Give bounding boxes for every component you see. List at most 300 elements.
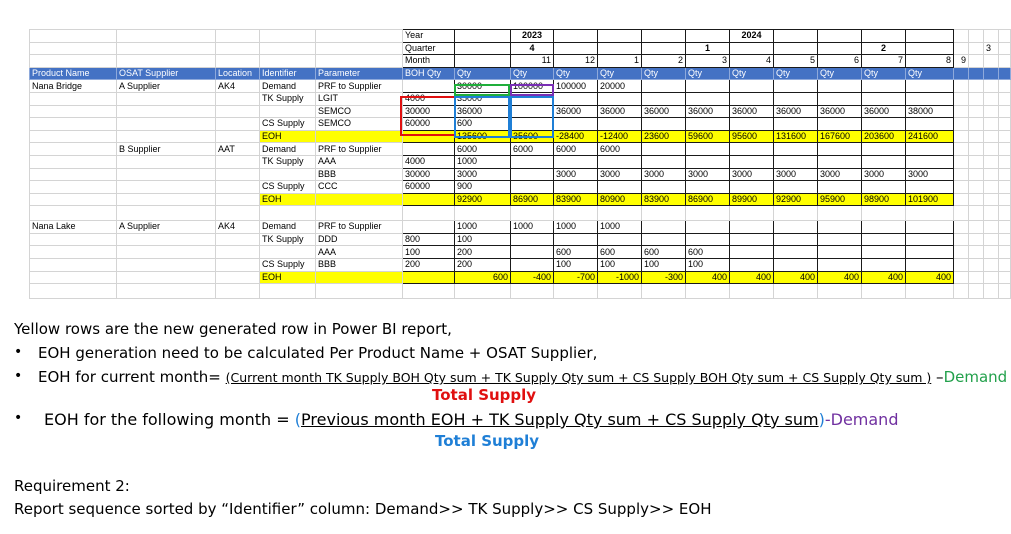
- table-cell[interactable]: [954, 118, 969, 131]
- table-cell[interactable]: 100: [598, 258, 642, 271]
- table-cell[interactable]: 3000: [730, 168, 774, 181]
- table-cell[interactable]: [984, 92, 999, 105]
- table-cell[interactable]: [30, 271, 117, 284]
- table-cell[interactable]: 95600: [730, 130, 774, 143]
- table-cell[interactable]: [511, 168, 554, 181]
- table-cell[interactable]: [511, 181, 554, 194]
- table-cell[interactable]: Qty: [642, 67, 686, 80]
- table-cell[interactable]: 3000: [598, 168, 642, 181]
- table-cell[interactable]: OSAT Supplier: [117, 67, 216, 80]
- table-cell[interactable]: [906, 258, 954, 271]
- table-cell[interactable]: 12: [554, 55, 598, 68]
- table-cell[interactable]: 3000: [818, 168, 862, 181]
- table-cell[interactable]: PRF to Supplier: [316, 221, 403, 234]
- table-cell[interactable]: [730, 92, 774, 105]
- table-cell[interactable]: 600: [598, 246, 642, 259]
- table-cell[interactable]: [316, 193, 403, 206]
- table-cell[interactable]: 95900: [818, 193, 862, 206]
- table-cell[interactable]: [774, 143, 818, 156]
- table-cell[interactable]: [818, 258, 862, 271]
- table-cell[interactable]: [969, 118, 984, 131]
- table-cell[interactable]: [216, 284, 260, 299]
- table-cell[interactable]: [403, 80, 455, 93]
- table-cell[interactable]: [730, 80, 774, 93]
- table-cell[interactable]: [403, 193, 455, 206]
- table-cell[interactable]: Month: [403, 55, 455, 68]
- table-cell[interactable]: [969, 92, 984, 105]
- table-cell[interactable]: [999, 105, 1011, 118]
- table-cell[interactable]: 36000: [686, 105, 730, 118]
- table-cell[interactable]: 35600: [511, 130, 554, 143]
- table-cell[interactable]: [906, 42, 954, 55]
- table-cell[interactable]: 600: [686, 246, 730, 259]
- table-cell[interactable]: [984, 30, 999, 43]
- table-cell[interactable]: 3: [984, 42, 999, 55]
- table-cell[interactable]: [686, 155, 730, 168]
- table-cell[interactable]: AK4: [216, 80, 260, 93]
- table-cell[interactable]: 3000: [554, 168, 598, 181]
- table-cell[interactable]: [862, 221, 906, 234]
- table-cell[interactable]: 600: [554, 246, 598, 259]
- table-cell[interactable]: [316, 130, 403, 143]
- table-cell[interactable]: [969, 284, 984, 299]
- table-cell[interactable]: 4: [730, 55, 774, 68]
- table-cell[interactable]: EOH: [260, 130, 316, 143]
- table-cell[interactable]: [30, 193, 117, 206]
- table-cell[interactable]: [818, 221, 862, 234]
- table-cell[interactable]: 100: [403, 246, 455, 259]
- table-cell[interactable]: [999, 30, 1011, 43]
- table-cell[interactable]: [598, 118, 642, 131]
- table-cell[interactable]: [686, 206, 730, 221]
- table-cell[interactable]: [818, 30, 862, 43]
- table-cell[interactable]: [984, 258, 999, 271]
- table-cell[interactable]: 400: [862, 271, 906, 284]
- table-cell[interactable]: [598, 30, 642, 43]
- table-cell[interactable]: [954, 105, 969, 118]
- table-cell[interactable]: [954, 168, 969, 181]
- table-cell[interactable]: [774, 206, 818, 221]
- table-cell[interactable]: 6000: [554, 143, 598, 156]
- table-cell[interactable]: [511, 118, 554, 131]
- table-cell[interactable]: [999, 155, 1011, 168]
- table-cell[interactable]: -12400: [598, 130, 642, 143]
- table-cell[interactable]: [774, 233, 818, 246]
- table-cell[interactable]: [554, 92, 598, 105]
- table-cell[interactable]: Quarter: [403, 42, 455, 55]
- table-cell[interactable]: [818, 143, 862, 156]
- table-cell[interactable]: [403, 143, 455, 156]
- table-cell[interactable]: [818, 284, 862, 299]
- table-cell[interactable]: [954, 221, 969, 234]
- table-cell[interactable]: [862, 284, 906, 299]
- table-cell[interactable]: [862, 258, 906, 271]
- table-cell[interactable]: 167600: [818, 130, 862, 143]
- table-cell[interactable]: A Supplier: [117, 221, 216, 234]
- table-cell[interactable]: 86900: [686, 193, 730, 206]
- table-cell[interactable]: [316, 206, 403, 221]
- table-cell[interactable]: [730, 206, 774, 221]
- table-cell[interactable]: [969, 105, 984, 118]
- table-cell[interactable]: [511, 246, 554, 259]
- table-cell[interactable]: [984, 168, 999, 181]
- table-cell[interactable]: 3000: [455, 168, 511, 181]
- table-cell[interactable]: [403, 284, 455, 299]
- table-cell[interactable]: [984, 118, 999, 131]
- table-cell[interactable]: 2: [642, 55, 686, 68]
- table-cell[interactable]: 1000: [554, 221, 598, 234]
- table-cell[interactable]: 23600: [642, 130, 686, 143]
- table-cell[interactable]: 200: [455, 246, 511, 259]
- table-cell[interactable]: 400: [730, 271, 774, 284]
- table-cell[interactable]: [969, 80, 984, 93]
- table-cell[interactable]: [216, 30, 260, 43]
- table-cell[interactable]: [30, 30, 117, 43]
- table-cell[interactable]: [984, 206, 999, 221]
- table-cell[interactable]: [906, 233, 954, 246]
- table-cell[interactable]: [999, 168, 1011, 181]
- table-cell[interactable]: 135600: [455, 130, 511, 143]
- table-cell[interactable]: [862, 155, 906, 168]
- table-cell[interactable]: Qty: [455, 67, 511, 80]
- table-cell[interactable]: [216, 42, 260, 55]
- table-cell[interactable]: [216, 271, 260, 284]
- table-cell[interactable]: [642, 42, 686, 55]
- table-cell[interactable]: [455, 206, 511, 221]
- table-cell[interactable]: [969, 130, 984, 143]
- table-cell[interactable]: [999, 221, 1011, 234]
- table-cell[interactable]: [642, 92, 686, 105]
- table-cell[interactable]: [117, 155, 216, 168]
- table-cell[interactable]: [554, 30, 598, 43]
- table-cell[interactable]: Product Name: [30, 67, 117, 80]
- table-cell[interactable]: [686, 284, 730, 299]
- table-cell[interactable]: Qty: [730, 67, 774, 80]
- table-cell[interactable]: 36000: [598, 105, 642, 118]
- table-cell[interactable]: [598, 284, 642, 299]
- table-cell[interactable]: SEMCO: [316, 105, 403, 118]
- table-cell[interactable]: [554, 181, 598, 194]
- table-cell[interactable]: [984, 105, 999, 118]
- table-cell[interactable]: [999, 42, 1011, 55]
- table-cell[interactable]: [906, 181, 954, 194]
- table-cell[interactable]: [774, 155, 818, 168]
- table-cell[interactable]: Qty: [906, 67, 954, 80]
- table-cell[interactable]: [954, 80, 969, 93]
- table-cell[interactable]: 2024: [730, 30, 774, 43]
- table-cell[interactable]: BBB: [316, 258, 403, 271]
- table-cell[interactable]: [730, 143, 774, 156]
- table-cell[interactable]: 2023: [511, 30, 554, 43]
- table-cell[interactable]: 7: [862, 55, 906, 68]
- table-cell[interactable]: 6000: [455, 143, 511, 156]
- table-cell[interactable]: [316, 55, 403, 68]
- table-cell[interactable]: [862, 92, 906, 105]
- table-cell[interactable]: 800: [403, 233, 455, 246]
- table-cell[interactable]: [216, 206, 260, 221]
- table-cell[interactable]: [954, 130, 969, 143]
- table-cell[interactable]: 200: [403, 258, 455, 271]
- table-cell[interactable]: [455, 42, 511, 55]
- table-cell[interactable]: [999, 284, 1011, 299]
- table-cell[interactable]: [117, 42, 216, 55]
- table-cell[interactable]: 2: [862, 42, 906, 55]
- table-cell[interactable]: 36000: [642, 105, 686, 118]
- table-cell[interactable]: [818, 155, 862, 168]
- table-cell[interactable]: [686, 221, 730, 234]
- table-cell[interactable]: [30, 155, 117, 168]
- table-cell[interactable]: [999, 258, 1011, 271]
- table-cell[interactable]: [554, 233, 598, 246]
- table-cell[interactable]: 8: [906, 55, 954, 68]
- table-cell[interactable]: [216, 258, 260, 271]
- table-cell[interactable]: 3000: [862, 168, 906, 181]
- table-cell[interactable]: [730, 258, 774, 271]
- table-cell[interactable]: Demand: [260, 221, 316, 234]
- table-cell[interactable]: [117, 55, 216, 68]
- table-cell[interactable]: [730, 181, 774, 194]
- table-cell[interactable]: [818, 80, 862, 93]
- table-cell[interactable]: AAT: [216, 143, 260, 156]
- table-cell[interactable]: 5: [774, 55, 818, 68]
- table-cell[interactable]: 92900: [455, 193, 511, 206]
- table-cell[interactable]: [511, 284, 554, 299]
- table-cell[interactable]: [999, 92, 1011, 105]
- table-cell[interactable]: [30, 143, 117, 156]
- table-cell[interactable]: [30, 55, 117, 68]
- table-cell[interactable]: Demand: [260, 143, 316, 156]
- table-cell[interactable]: [260, 30, 316, 43]
- table-cell[interactable]: [984, 271, 999, 284]
- table-cell[interactable]: [969, 193, 984, 206]
- table-cell[interactable]: Nana Bridge: [30, 80, 117, 93]
- table-cell[interactable]: [999, 55, 1011, 68]
- table-cell[interactable]: [598, 42, 642, 55]
- table-cell[interactable]: 20000: [598, 80, 642, 93]
- table-cell[interactable]: [999, 193, 1011, 206]
- table-cell[interactable]: 3: [686, 55, 730, 68]
- table-cell[interactable]: [954, 258, 969, 271]
- table-cell[interactable]: [260, 55, 316, 68]
- table-cell[interactable]: [954, 181, 969, 194]
- table-cell[interactable]: [686, 181, 730, 194]
- table-cell[interactable]: [862, 30, 906, 43]
- table-cell[interactable]: 36000: [554, 105, 598, 118]
- table-cell[interactable]: [511, 233, 554, 246]
- table-cell[interactable]: [906, 143, 954, 156]
- table-cell[interactable]: [403, 221, 455, 234]
- table-cell[interactable]: 4000: [403, 155, 455, 168]
- table-cell[interactable]: [642, 206, 686, 221]
- table-cell[interactable]: [216, 118, 260, 131]
- table-cell[interactable]: Location: [216, 67, 260, 80]
- table-cell[interactable]: [316, 30, 403, 43]
- table-cell[interactable]: [969, 233, 984, 246]
- table-cell[interactable]: [598, 155, 642, 168]
- table-cell[interactable]: 36000: [455, 105, 511, 118]
- table-cell[interactable]: [260, 246, 316, 259]
- table-cell[interactable]: [774, 118, 818, 131]
- table-cell[interactable]: [403, 130, 455, 143]
- table-cell[interactable]: [117, 271, 216, 284]
- table-cell[interactable]: [511, 155, 554, 168]
- table-cell[interactable]: 1000: [511, 221, 554, 234]
- table-cell[interactable]: [216, 246, 260, 259]
- table-cell[interactable]: [906, 155, 954, 168]
- table-cell[interactable]: [984, 80, 999, 93]
- table-cell[interactable]: [598, 181, 642, 194]
- table-cell[interactable]: 131600: [774, 130, 818, 143]
- table-cell[interactable]: [30, 130, 117, 143]
- table-cell[interactable]: [969, 221, 984, 234]
- table-cell[interactable]: 3000: [686, 168, 730, 181]
- table-cell[interactable]: 11: [511, 55, 554, 68]
- table-cell[interactable]: [511, 92, 554, 105]
- table-cell[interactable]: [216, 130, 260, 143]
- table-cell[interactable]: [774, 80, 818, 93]
- table-cell[interactable]: [117, 258, 216, 271]
- table-cell[interactable]: [30, 168, 117, 181]
- table-cell[interactable]: [862, 206, 906, 221]
- table-cell[interactable]: 100: [554, 258, 598, 271]
- table-cell[interactable]: [730, 246, 774, 259]
- table-cell[interactable]: TK Supply: [260, 92, 316, 105]
- table-cell[interactable]: 59600: [686, 130, 730, 143]
- table-cell[interactable]: [969, 143, 984, 156]
- table-cell[interactable]: [774, 42, 818, 55]
- table-cell[interactable]: 36000: [774, 105, 818, 118]
- table-cell[interactable]: CS Supply: [260, 258, 316, 271]
- table-cell[interactable]: EOH: [260, 193, 316, 206]
- table-cell[interactable]: [906, 80, 954, 93]
- table-cell[interactable]: EOH: [260, 271, 316, 284]
- table-cell[interactable]: [969, 168, 984, 181]
- table-cell[interactable]: [117, 30, 216, 43]
- table-cell[interactable]: [30, 258, 117, 271]
- table-cell[interactable]: [984, 130, 999, 143]
- table-cell[interactable]: [686, 92, 730, 105]
- table-cell[interactable]: 4: [511, 42, 554, 55]
- table-cell[interactable]: [316, 284, 403, 299]
- table-cell[interactable]: Qty: [686, 67, 730, 80]
- table-cell[interactable]: 1: [686, 42, 730, 55]
- table-cell[interactable]: -700: [554, 271, 598, 284]
- table-cell[interactable]: 60000: [403, 181, 455, 194]
- table-cell[interactable]: [954, 155, 969, 168]
- table-cell[interactable]: [686, 118, 730, 131]
- table-cell[interactable]: [862, 246, 906, 259]
- table-cell[interactable]: [984, 193, 999, 206]
- table-cell[interactable]: [642, 181, 686, 194]
- table-cell[interactable]: Qty: [818, 67, 862, 80]
- table-cell[interactable]: 1000: [598, 221, 642, 234]
- table-cell[interactable]: [30, 181, 117, 194]
- table-cell[interactable]: 400: [686, 271, 730, 284]
- table-cell[interactable]: [30, 233, 117, 246]
- table-cell[interactable]: [774, 92, 818, 105]
- table-cell[interactable]: [906, 118, 954, 131]
- table-cell[interactable]: [455, 284, 511, 299]
- table-cell[interactable]: 6: [818, 55, 862, 68]
- table-cell[interactable]: [954, 246, 969, 259]
- table-cell[interactable]: [30, 246, 117, 259]
- table-cell[interactable]: [818, 118, 862, 131]
- table-cell[interactable]: 900: [455, 181, 511, 194]
- table-cell[interactable]: [642, 284, 686, 299]
- table-cell[interactable]: 6000: [511, 143, 554, 156]
- table-cell[interactable]: 600: [642, 246, 686, 259]
- table-cell[interactable]: [117, 193, 216, 206]
- table-cell[interactable]: 92900: [774, 193, 818, 206]
- table-cell[interactable]: 80900: [598, 193, 642, 206]
- table-cell[interactable]: LGIT: [316, 92, 403, 105]
- table-cell[interactable]: Parameter: [316, 67, 403, 80]
- table-cell[interactable]: [30, 105, 117, 118]
- table-cell[interactable]: [216, 105, 260, 118]
- table-cell[interactable]: [260, 284, 316, 299]
- table-cell[interactable]: Qty: [862, 67, 906, 80]
- table-cell[interactable]: [554, 118, 598, 131]
- table-cell[interactable]: -1000: [598, 271, 642, 284]
- table-cell[interactable]: [511, 258, 554, 271]
- table-cell[interactable]: [999, 143, 1011, 156]
- table-cell[interactable]: [984, 233, 999, 246]
- table-cell[interactable]: [954, 30, 969, 43]
- table-cell[interactable]: [954, 193, 969, 206]
- table-cell[interactable]: [954, 42, 969, 55]
- table-cell[interactable]: [117, 92, 216, 105]
- table-cell[interactable]: [999, 118, 1011, 131]
- table-cell[interactable]: -300: [642, 271, 686, 284]
- table-cell[interactable]: [216, 193, 260, 206]
- table-cell[interactable]: 6000: [598, 143, 642, 156]
- table-cell[interactable]: 83900: [554, 193, 598, 206]
- table-cell[interactable]: [984, 221, 999, 234]
- table-cell[interactable]: Qty: [554, 67, 598, 80]
- table-cell[interactable]: [554, 284, 598, 299]
- table-cell[interactable]: [906, 246, 954, 259]
- table-cell[interactable]: [774, 30, 818, 43]
- table-cell[interactable]: [455, 55, 511, 68]
- table-cell[interactable]: 38000: [906, 105, 954, 118]
- table-cell[interactable]: Demand: [260, 80, 316, 93]
- table-cell[interactable]: 400: [774, 271, 818, 284]
- table-cell[interactable]: [774, 246, 818, 259]
- table-cell[interactable]: AAA: [316, 155, 403, 168]
- table-cell[interactable]: [598, 206, 642, 221]
- table-cell[interactable]: [642, 233, 686, 246]
- table-cell[interactable]: CS Supply: [260, 181, 316, 194]
- table-cell[interactable]: [984, 155, 999, 168]
- table-cell[interactable]: 203600: [862, 130, 906, 143]
- table-cell[interactable]: [969, 258, 984, 271]
- table-cell[interactable]: [862, 181, 906, 194]
- table-cell[interactable]: [686, 143, 730, 156]
- table-cell[interactable]: [969, 42, 984, 55]
- table-cell[interactable]: [216, 155, 260, 168]
- table-cell[interactable]: 3000: [774, 168, 818, 181]
- table-cell[interactable]: [969, 271, 984, 284]
- table-cell[interactable]: AK4: [216, 221, 260, 234]
- table-cell[interactable]: [969, 206, 984, 221]
- table-cell[interactable]: [999, 271, 1011, 284]
- table-cell[interactable]: [818, 92, 862, 105]
- table-cell[interactable]: DDD: [316, 233, 403, 246]
- table-cell[interactable]: [969, 155, 984, 168]
- table-cell[interactable]: Identifier: [260, 67, 316, 80]
- table-cell[interactable]: [984, 143, 999, 156]
- table-cell[interactable]: 9: [954, 55, 969, 68]
